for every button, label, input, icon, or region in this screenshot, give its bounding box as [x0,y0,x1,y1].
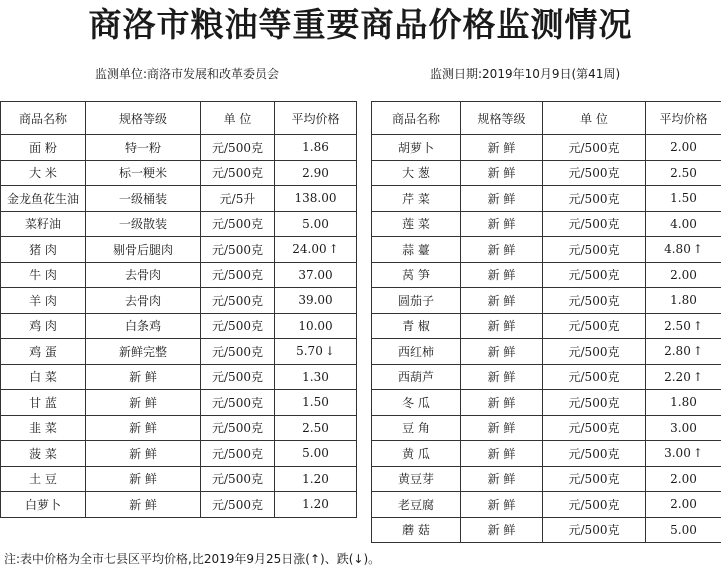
price-cell [275,415,357,441]
grade-cell: 新 鲜 [86,441,201,467]
grade-cell: 新 鲜 [461,160,543,186]
price-cell [646,390,721,416]
item-name-cell: 鸡 肉 [1,313,86,339]
grade-cell: 新 鲜 [461,313,543,339]
price-value: 2.00 [670,497,697,512]
table-row [1,390,357,416]
unit-cell: 元/500克 [543,160,646,186]
price-value: 1.80 [670,293,697,308]
grade-cell: 标一粳米 [86,160,201,186]
price-cell [275,339,357,365]
grade-cell: 新 鲜 [86,415,201,441]
table-row [372,211,721,237]
unit-cell: 元/500克 [543,288,646,314]
table-row [372,517,721,543]
grade-cell: 剔骨后腿肉 [86,237,201,263]
item-name-cell: 甘 蓝 [1,390,86,416]
price-value: 24.00 [292,242,327,257]
table-row [372,135,721,161]
header-item-name: 商品名称 [1,102,86,135]
item-name-cell: 羊 肉 [1,288,86,314]
table-header-row [372,102,721,135]
price-table-left [0,101,357,518]
grade-cell: 新 鲜 [461,364,543,390]
price-value: 5.00 [302,216,329,231]
price-cell [275,492,357,518]
unit-cell: 元/500克 [201,415,275,441]
grade-cell: 特一粉 [86,135,201,161]
grade-cell: 新 鲜 [86,466,201,492]
table-row [1,492,357,518]
item-name-cell: 土 豆 [1,466,86,492]
grade-cell: 新 鲜 [86,492,201,518]
item-name-cell: 面 粉 [1,135,86,161]
grade-cell: 新 鲜 [461,288,543,314]
price-cell [275,441,357,467]
price-value: 2.50 [664,318,691,333]
item-name-cell: 黄豆芽 [372,466,461,492]
unit-cell: 元/500克 [201,390,275,416]
price-cell [275,211,357,237]
item-name-cell: 白 菜 [1,364,86,390]
header-grade: 规格等级 [461,102,543,135]
item-name-cell: 青 椒 [372,313,461,339]
up-arrow-icon: ↑ [692,446,703,461]
price-cell [275,364,357,390]
table-row [1,135,357,161]
unit-cell: 元/500克 [201,492,275,518]
table-row [372,186,721,212]
grade-cell: 新 鲜 [461,466,543,492]
grade-cell: 新 鲜 [461,517,543,543]
header-grade: 规格等级 [86,102,201,135]
table-row [1,466,357,492]
item-name-cell: 黄 瓜 [372,441,461,467]
grade-cell: 一级散装 [86,211,201,237]
price-value: 39.00 [298,293,333,308]
table-row [1,237,357,263]
table-row [1,441,357,467]
price-cell [275,313,357,339]
item-name-cell: 莴 笋 [372,262,461,288]
price-cell [646,288,721,314]
unit-cell: 元/500克 [543,441,646,467]
price-value: 2.80 [664,344,691,359]
price-cell [646,262,721,288]
table-body-left [1,135,357,518]
unit-cell: 元/500克 [201,288,275,314]
grade-cell: 白条鸡 [86,313,201,339]
price-cell [646,135,721,161]
price-cell [275,237,357,263]
item-name-cell: 西葫芦 [372,364,461,390]
unit-cell: 元/500克 [201,211,275,237]
grade-cell: 新 鲜 [461,262,543,288]
price-value: 5.70 [296,344,323,359]
price-value: 1.30 [302,369,329,384]
table-row [1,364,357,390]
item-name-cell: 芹 菜 [372,186,461,212]
item-name-cell: 鸡 蛋 [1,339,86,365]
table-row [1,262,357,288]
price-cell [646,415,721,441]
unit-cell: 元/500克 [201,135,275,161]
grade-cell: 新鲜完整 [86,339,201,365]
footnote: 注:表中价格为全市七县区平均价格,比2019年9月25日涨(↑)、跌(↓)。 [4,552,381,566]
price-value: 5.00 [302,446,329,461]
table-row [1,339,357,365]
table-row [372,466,721,492]
unit-cell: 元/500克 [543,492,646,518]
unit-cell: 元/500克 [201,364,275,390]
grade-cell: 新 鲜 [461,237,543,263]
price-value: 3.00 [670,420,697,435]
table-row [372,262,721,288]
price-cell [646,517,721,543]
table-row [372,415,721,441]
unit-cell: 元/5升 [201,186,275,212]
price-value: 4.80 [664,242,691,257]
header-item-name: 商品名称 [372,102,461,135]
price-value: 2.00 [670,471,697,486]
unit-cell: 元/500克 [201,466,275,492]
price-value: 1.20 [302,497,329,512]
item-name-cell: 菠 菜 [1,441,86,467]
up-arrow-icon: ↑ [692,318,703,333]
table-row [1,211,357,237]
table-row [1,160,357,186]
price-value: 2.20 [664,369,691,384]
item-name-cell: 老豆腐 [372,492,461,518]
price-cell [646,441,721,467]
grade-cell: 新 鲜 [461,441,543,467]
up-arrow-icon: ↑ [692,344,703,359]
grade-cell: 去骨肉 [86,288,201,314]
price-cell [646,364,721,390]
table-body-right [372,135,721,543]
price-cell [275,466,357,492]
grade-cell: 新 鲜 [461,390,543,416]
price-value: 2.50 [670,165,697,180]
unit-cell: 元/500克 [201,237,275,263]
unit-cell: 元/500克 [201,339,275,365]
grade-cell: 新 鲜 [461,492,543,518]
price-cell [275,288,357,314]
item-name-cell: 金龙鱼花生油 [1,186,86,212]
price-cell [646,211,721,237]
unit-cell: 元/500克 [543,211,646,237]
price-value: 1.80 [670,395,697,410]
price-cell [646,492,721,518]
price-cell [646,466,721,492]
unit-cell: 元/500克 [543,466,646,492]
table-row [1,288,357,314]
item-name-cell: 圆茄子 [372,288,461,314]
unit-cell: 元/500克 [201,441,275,467]
price-cell [275,186,357,212]
header-unit: 单 位 [543,102,646,135]
price-value: 10.00 [298,318,333,333]
up-arrow-icon: ↑ [692,369,703,384]
price-value: 138.00 [294,191,337,206]
page-title: 商洛市粮油等重要商品价格监测情况 [88,5,633,44]
item-name-cell: 豆 角 [372,415,461,441]
unit-cell: 元/500克 [543,313,646,339]
item-name-cell: 猪 肉 [1,237,86,263]
table-row [1,415,357,441]
table-row [372,339,721,365]
price-table-right [371,101,721,543]
item-name-cell: 菜籽油 [1,211,86,237]
unit-cell: 元/500克 [543,390,646,416]
unit-cell: 元/500克 [201,160,275,186]
price-value: 37.00 [298,267,333,282]
price-value: 1.20 [302,471,329,486]
price-cell [646,186,721,212]
item-name-cell: 莲 菜 [372,211,461,237]
header-avg-price: 平均价格 [646,102,721,135]
price-cell [646,339,721,365]
price-value: 3.00 [664,446,691,461]
item-name-cell: 大 米 [1,160,86,186]
grade-cell: 新 鲜 [86,364,201,390]
table-row [372,441,721,467]
table-row [372,390,721,416]
unit-cell: 元/500克 [543,186,646,212]
item-name-cell: 牛 肉 [1,262,86,288]
item-name-cell: 西红柿 [372,339,461,365]
unit-cell: 元/500克 [201,313,275,339]
table-header-row [1,102,357,135]
item-name-cell: 胡萝卜 [372,135,461,161]
unit-cell: 元/500克 [543,517,646,543]
price-cell [275,135,357,161]
monitor-unit: 监测单位:商洛市发展和改革委员会 [95,67,280,81]
unit-cell: 元/500克 [201,262,275,288]
header-unit: 单 位 [201,102,275,135]
item-name-cell: 白萝卜 [1,492,86,518]
price-cell [275,160,357,186]
grade-cell: 新 鲜 [86,390,201,416]
price-cell [646,160,721,186]
item-name-cell: 韭 菜 [1,415,86,441]
price-cell [646,237,721,263]
price-value: 2.50 [302,420,329,435]
header-avg-price: 平均价格 [275,102,357,135]
unit-cell: 元/500克 [543,135,646,161]
grade-cell: 新 鲜 [461,211,543,237]
table-row [372,492,721,518]
price-value: 2.00 [670,267,697,282]
unit-cell: 元/500克 [543,364,646,390]
grade-cell: 去骨肉 [86,262,201,288]
unit-cell: 元/500克 [543,262,646,288]
item-name-cell: 大 葱 [372,160,461,186]
table-row [372,364,721,390]
table-row [1,186,357,212]
table-row [372,313,721,339]
price-value: 2.00 [670,140,697,155]
grade-cell: 新 鲜 [461,415,543,441]
down-arrow-icon: ↓ [324,344,335,359]
price-value: 2.90 [302,165,329,180]
price-cell [275,390,357,416]
price-value: 1.86 [302,140,329,155]
up-arrow-icon: ↑ [692,242,703,257]
item-name-cell: 蘑 菇 [372,517,461,543]
unit-cell: 元/500克 [543,237,646,263]
item-name-cell: 冬 瓜 [372,390,461,416]
table-row [372,237,721,263]
grade-cell: 新 鲜 [461,186,543,212]
grade-cell: 一级桶装 [86,186,201,212]
item-name-cell: 蒜 薹 [372,237,461,263]
price-cell [275,262,357,288]
grade-cell: 新 鲜 [461,339,543,365]
unit-cell: 元/500克 [543,415,646,441]
grade-cell: 新 鲜 [461,135,543,161]
price-value: 4.00 [670,216,697,231]
monitor-date: 监测日期:2019年10月9日(第41周) [430,67,621,81]
price-value: 5.00 [670,522,697,537]
table-row [1,313,357,339]
table-row [372,288,721,314]
price-value: 1.50 [302,395,329,410]
unit-cell: 元/500克 [543,339,646,365]
price-value: 1.50 [670,191,697,206]
up-arrow-icon: ↑ [328,242,339,257]
table-row [372,160,721,186]
price-cell [646,313,721,339]
